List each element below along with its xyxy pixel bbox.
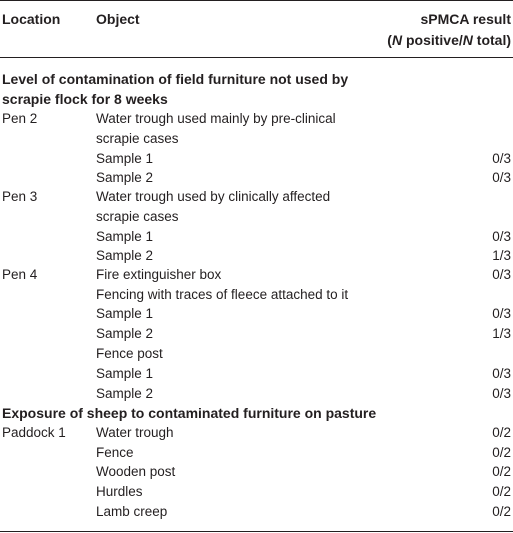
section2-title: Exposure of sheep to contaminated furniture on pasture xyxy=(2,405,377,421)
row-location: Pen 3 xyxy=(2,189,38,204)
header-object: Object xyxy=(96,11,140,27)
row-result: 0/3 xyxy=(492,306,511,321)
row-result: 0/2 xyxy=(492,445,511,460)
header-rule xyxy=(0,57,513,58)
row-object: Sample 2 xyxy=(96,386,154,401)
row-result: 1/3 xyxy=(492,326,511,341)
section1-title-line2: scrapie flock for 8 weeks xyxy=(2,91,168,107)
row-location: Pen 2 xyxy=(2,111,38,126)
row-object: Sample 2 xyxy=(96,326,154,341)
row-object: Lamb creep xyxy=(96,504,168,519)
row-object: Hurdles xyxy=(96,484,143,499)
row-object: Fence xyxy=(96,445,134,460)
row-result: 0/2 xyxy=(492,504,511,519)
row-object: Fence post xyxy=(96,346,163,361)
table-bottom-rule xyxy=(0,531,513,532)
row-result: 0/3 xyxy=(492,386,511,401)
row-object: Sample 2 xyxy=(96,170,154,185)
row-result: 0/2 xyxy=(492,484,511,499)
row-result: 0/3 xyxy=(492,267,511,282)
row-result: 1/3 xyxy=(492,248,511,263)
row-object: Sample 1 xyxy=(96,229,154,244)
row-object: Sample 1 xyxy=(96,366,154,381)
table-top-rule xyxy=(0,0,513,1)
row-location: Pen 4 xyxy=(2,267,38,282)
header-result-line1: sPMCA result xyxy=(420,11,511,27)
row-result: 0/3 xyxy=(492,229,511,244)
row-result: 0/3 xyxy=(492,366,511,381)
row-object: Sample 1 xyxy=(96,151,154,166)
row-object: Water trough xyxy=(96,425,174,440)
row-result: 0/3 xyxy=(492,151,511,166)
row-result: 0/2 xyxy=(492,425,511,440)
section1-title-line1: Level of contamination of field furniture not used by xyxy=(2,71,349,87)
row-result: 0/2 xyxy=(492,464,511,479)
row-object: Sample 1 xyxy=(96,306,154,321)
row-object: Fire extinguisher box xyxy=(96,267,222,282)
header-result-line2: (N positive/N total) xyxy=(387,32,511,48)
row-object: Sample 2 xyxy=(96,248,154,263)
row-location: Paddock 1 xyxy=(2,425,66,440)
row-object: Water trough used by clinically affected scrapie cases xyxy=(96,189,331,224)
header-location: Location xyxy=(2,11,61,27)
row-object: Wooden post xyxy=(96,464,176,479)
row-object: Fencing with traces of fleece attached to it xyxy=(96,287,349,302)
row-object: Water trough used mainly by pre-clinical scrapie cases xyxy=(96,111,336,146)
row-result: 0/3 xyxy=(492,170,511,185)
